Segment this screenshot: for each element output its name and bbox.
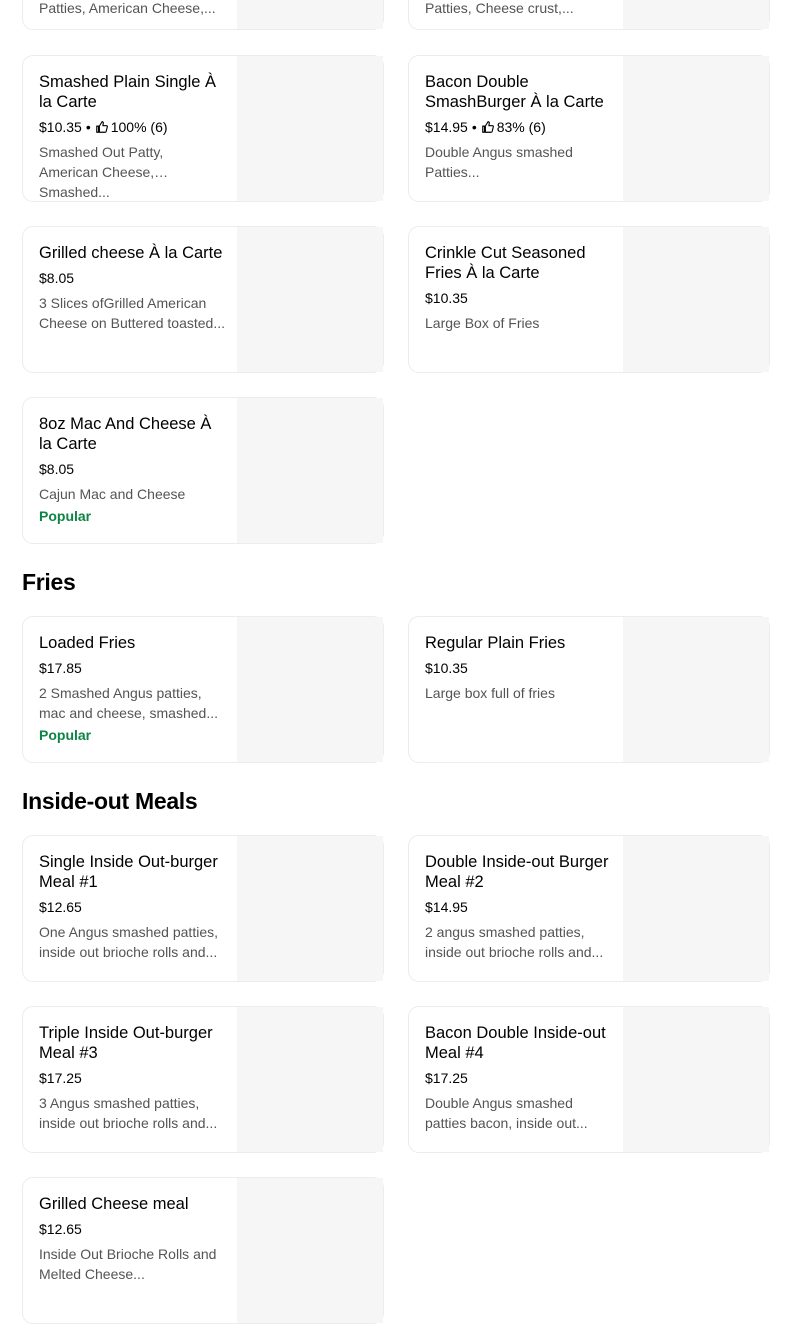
item-price: $17.25 (425, 1070, 468, 1086)
thumbs-up-icon (481, 120, 495, 134)
item-image (237, 1007, 383, 1152)
menu-item-card[interactable] (22, 55, 384, 202)
menu-item-card[interactable] (22, 226, 384, 373)
item-image (237, 56, 383, 201)
item-name: Crinkle Cut Seasoned Fries À la Carte (425, 244, 586, 282)
item-image (623, 227, 769, 372)
item-description: Cajun Mac and Cheese (39, 486, 186, 502)
item-name: Grilled Cheese meal (39, 1195, 189, 1213)
item-name: Regular Plain Fries (425, 634, 566, 652)
item-image (237, 1178, 383, 1323)
item-image (623, 617, 769, 762)
item-price: $14.95 (425, 119, 468, 135)
item-meta (39, 1069, 225, 1087)
item-meta (39, 118, 225, 136)
menu-item-card-partial[interactable] (22, 0, 384, 30)
item-price: $8.05 (39, 270, 75, 286)
section-title-fries: Fries (22, 569, 76, 595)
item-name: Grilled cheese À la Carte (39, 244, 223, 262)
item-image (623, 1007, 769, 1152)
item-price: $12.65 (39, 899, 82, 915)
item-name: Double Inside-out Burger Meal #2 (425, 853, 609, 891)
item-image (237, 0, 383, 29)
item-price: $14.95 (425, 899, 468, 915)
item-meta (425, 898, 611, 916)
item-description: Inside Out Brioche Rolls and Melted Cheese... (39, 1246, 217, 1282)
item-price: $17.85 (39, 660, 82, 676)
menu-item-card[interactable] (408, 835, 770, 982)
item-description: Patties, Cheese crust,... (425, 0, 574, 16)
menu-item-card[interactable] (22, 835, 384, 982)
popular-badge: Popular (39, 508, 92, 524)
item-meta (425, 1069, 611, 1087)
item-description: One Angus smashed patties, inside out brioche rolls and... (39, 924, 218, 960)
item-meta (425, 659, 611, 677)
item-description: Large Box of Fries (425, 315, 540, 331)
menu-item-card[interactable] (22, 397, 384, 544)
item-image (623, 836, 769, 981)
item-description: 2 Smashed Angus patties, mac and cheese, smashed... (39, 685, 218, 721)
item-price: $10.35 (425, 290, 468, 306)
item-description: Double Angus smashed patties bacon, inside out... (425, 1095, 588, 1131)
item-price: $8.05 (39, 461, 75, 477)
item-name: Bacon Double Inside-out Meal #4 (425, 1024, 606, 1062)
item-meta (39, 269, 225, 287)
item-meta (39, 1220, 225, 1238)
item-name: Bacon Double SmashBurger À la Carte (425, 73, 604, 111)
item-rating: 83% (6) (496, 119, 546, 135)
menu-item-card[interactable] (22, 1177, 384, 1324)
item-name: Single Inside Out-burger Meal #1 (39, 853, 218, 891)
item-description: Large box full of fries (425, 685, 555, 701)
item-image (623, 56, 769, 201)
item-price: $12.65 (39, 1221, 82, 1237)
item-name: Loaded Fries (39, 634, 136, 652)
menu-item-card[interactable] (408, 55, 770, 202)
separator-dot: • (85, 119, 91, 135)
item-meta (425, 289, 611, 307)
separator-dot: • (471, 119, 477, 135)
item-description: Patties, American Cheese,... (39, 0, 216, 16)
item-image (237, 617, 383, 762)
item-description: 2 angus smashed patties, inside out brioche rolls and... (425, 924, 604, 960)
thumbs-up-icon (95, 120, 109, 134)
item-meta (425, 118, 611, 136)
menu-item-card-partial[interactable] (408, 0, 770, 30)
item-meta (39, 898, 225, 916)
menu-item-card[interactable] (408, 226, 770, 373)
item-meta (39, 460, 225, 478)
item-image (237, 836, 383, 981)
item-price: $10.35 (39, 119, 82, 135)
section-title-inside-out-meals: Inside-out Meals (22, 788, 198, 814)
item-description: Double Angus smashed Patties... (425, 144, 573, 180)
item-name: 8oz Mac And Cheese À la Carte (39, 415, 212, 453)
menu-item-card[interactable] (22, 1006, 384, 1153)
item-description: 3 Angus smashed patties, inside out brioche rolls and... (39, 1095, 218, 1131)
item-image (237, 398, 383, 543)
item-name: Triple Inside Out-burger Meal #3 (39, 1024, 213, 1062)
menu-item-card[interactable] (408, 616, 770, 763)
menu-item-card[interactable] (22, 616, 384, 763)
item-description: Smashed Out Patty, American Cheese, Smashed... (39, 144, 164, 200)
menu-item-card[interactable] (408, 1006, 770, 1153)
item-image (237, 227, 383, 372)
item-description: 3 Slices ofGrilled American Cheese on Buttered toasted... (39, 295, 226, 331)
item-image (623, 0, 769, 29)
popular-badge: Popular (39, 727, 92, 743)
item-name: Smashed Plain Single À la Carte (39, 73, 217, 111)
item-meta (39, 659, 225, 677)
item-price: $17.25 (39, 1070, 82, 1086)
item-price: $10.35 (425, 660, 468, 676)
item-rating: 100% (6) (110, 119, 168, 135)
